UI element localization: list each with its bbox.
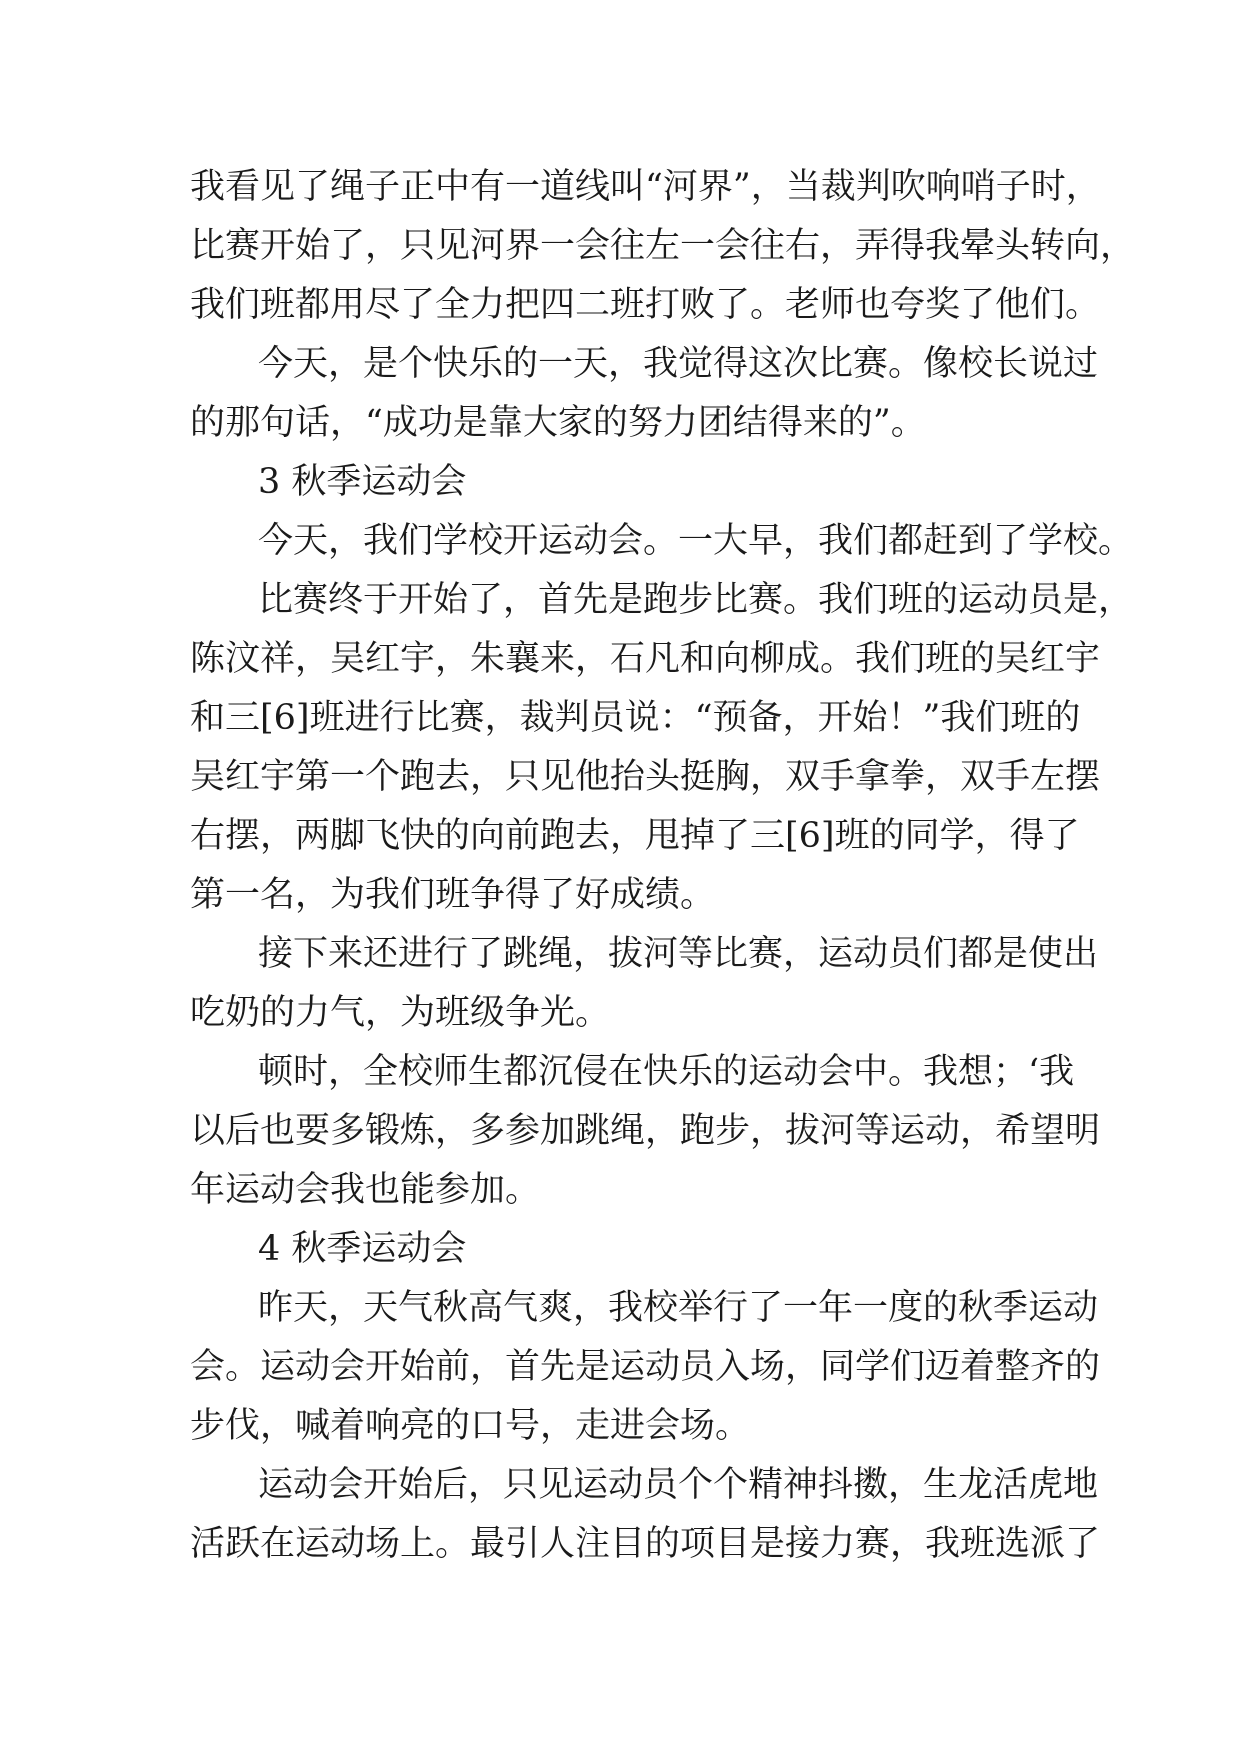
- text-line: 昨天，天气秋高气爽，我校举行了一年一度的秋季运动: [258, 1288, 1099, 1328]
- text-line: 比赛开始了，只见河界一会往左一会往右，弄得我晕头转向，: [190, 226, 1136, 266]
- document-page: [190, 158, 1136, 1574]
- text-line: 我看见了绳子正中有一道线叫“河界”，当裁判吹响哨子时，: [190, 167, 1101, 207]
- text-line: 我们班都用尽了全力把四二班打败了。老师也夸奖了他们。: [190, 285, 1101, 325]
- text-line: 运动会开始后，只见运动员个个精神抖擞，生龙活虎地: [258, 1465, 1099, 1505]
- text-line: 步伐，喊着响亮的口号，走进会场。: [190, 1406, 751, 1446]
- text-line: 3 秋季运动会: [258, 462, 467, 502]
- text-line: 吃奶的力气，为班级争光。: [190, 993, 611, 1033]
- text-line: 活跃在运动场上。最引人注目的项目是接力赛，我班选派了: [190, 1524, 1101, 1564]
- text-line: 年运动会我也能参加。: [190, 1170, 541, 1210]
- text-line: 的那句话，“成功是靠大家的努力团结得来的”。: [190, 403, 926, 443]
- text-line: 今天，是个快乐的一天，我觉得这次比赛。像校长说过: [258, 344, 1099, 384]
- text-line: 比赛终于开始了，首先是跑步比赛。我们班的运动员是，: [258, 580, 1134, 620]
- text-line: 右摆，两脚飞快的向前跑去，甩掉了三[6]班的同学，得了: [190, 816, 1080, 856]
- text-line: 顿时，全校师生都沉侵在快乐的运动会中。我想；‘我: [258, 1052, 1075, 1092]
- text-line: 以后也要多锻炼，多参加跳绳，跑步，拔河等运动，希望明: [190, 1111, 1101, 1151]
- text-line: 会。运动会开始前，首先是运动员入场，同学们迈着整齐的: [190, 1347, 1101, 1387]
- text-line: 接下来还进行了跳绳，拔河等比赛，运动员们都是使出: [258, 934, 1099, 974]
- text-line: 吴红宇第一个跑去，只见他抬头挺胸，双手拿拳，双手左摆: [190, 757, 1101, 797]
- text-line: 和三[6]班进行比赛，裁判员说：“预备，开始！”我们班的: [190, 698, 1081, 738]
- text-line: 4 秋季运动会: [258, 1229, 467, 1269]
- text-line: 今天，我们学校开运动会。一大早，我们都赶到了学校。: [258, 521, 1134, 561]
- text-line: 第一名，为我们班争得了好成绩。: [190, 875, 716, 915]
- text-line: 陈汶祥，吴红宇，朱襄来，石凡和向柳成。我们班的吴红宇: [190, 639, 1101, 679]
